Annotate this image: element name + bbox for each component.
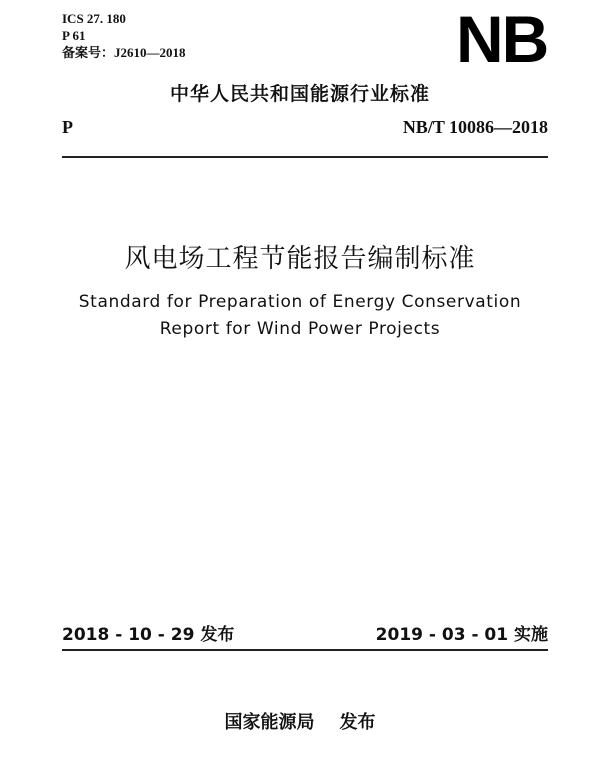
issue-date: 2018 - 10 - 29 发布	[62, 625, 235, 645]
english-title	[0, 289, 600, 343]
bottom-divider	[62, 649, 548, 651]
record-number: 备案号：J2610—2018	[62, 45, 186, 60]
english-title-line-1: Standard for Preparation of Energy Conservation	[78, 292, 522, 312]
classification-code: P 61	[62, 28, 86, 43]
classification-letter: P	[62, 117, 73, 137]
chinese-title: 风电场工程节能报告编制标准	[124, 244, 476, 274]
industry-standard-heading: 中华人民共和国能源行业标准	[169, 83, 430, 105]
implementation-date: 2019 - 03 - 01 实施	[375, 625, 548, 645]
document-metadata	[62, 10, 186, 61]
standard-number: NB/T 10086—2018	[402, 117, 548, 137]
top-divider	[62, 156, 548, 158]
publisher: 国家能源局 发布	[224, 712, 376, 733]
ics-code: ICS 27. 180	[62, 11, 126, 26]
nb-logo: NB	[456, 2, 548, 76]
english-title-line-2: Report for Wind Power Projects	[159, 319, 441, 339]
